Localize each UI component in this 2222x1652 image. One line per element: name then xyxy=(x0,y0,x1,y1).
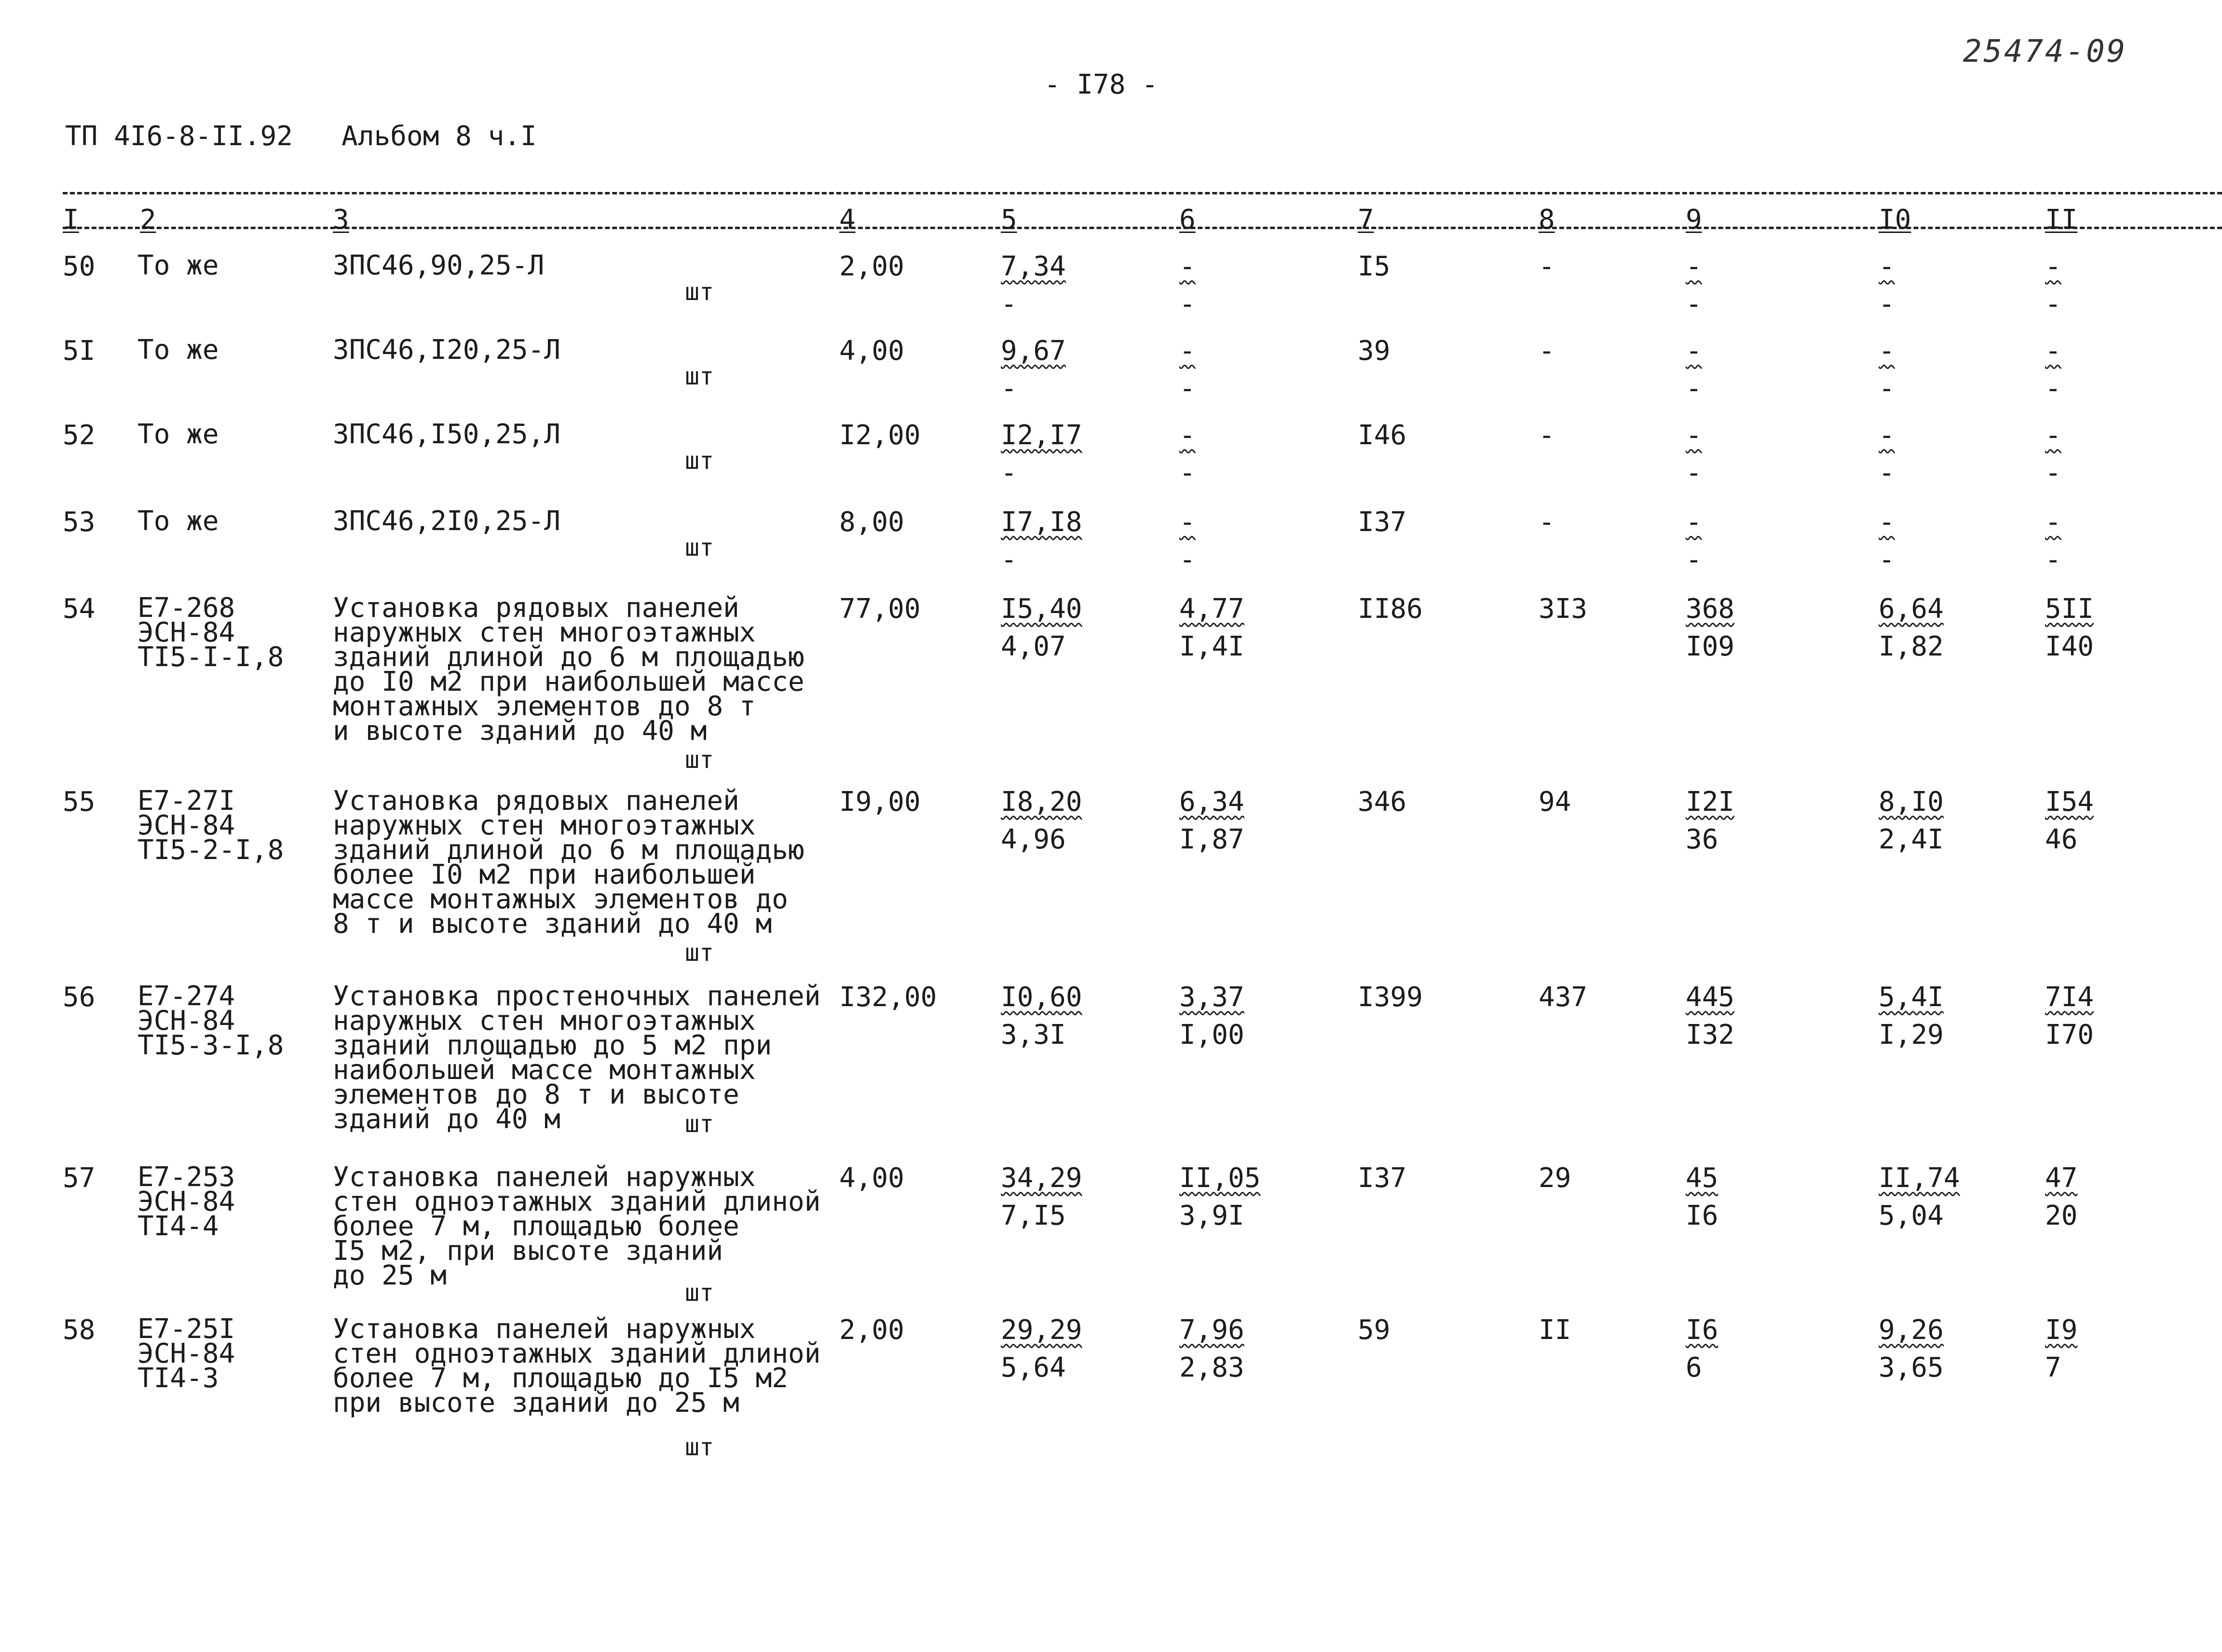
description-line: зданий длиной до 6 м площадью xyxy=(333,834,804,866)
column-number: 9 xyxy=(1686,204,1702,235)
description-line: наружных стен многоэтажных xyxy=(333,617,756,648)
row-number: 5I xyxy=(63,335,95,367)
value-bottom-c5: 7,I5 xyxy=(1001,1200,1066,1231)
value-c8: - xyxy=(1539,506,1555,538)
value-top-c5: 7,34 xyxy=(1001,251,1066,282)
description-line: при высоте зданий до 25 м xyxy=(333,1387,739,1419)
value-top-c6: - xyxy=(1179,335,1196,367)
norm-code xyxy=(137,505,219,537)
norm-code-line: ЭСН-84 xyxy=(137,1005,235,1037)
description-line: наружных стен многоэтажных xyxy=(333,810,756,841)
value-bottom-c10: I,29 xyxy=(1879,1019,1944,1051)
quantity: 2,00 xyxy=(839,251,904,282)
norm-code xyxy=(137,981,284,1061)
value-bottom-c5: - xyxy=(1001,373,1017,404)
value-top-c10: II,74 xyxy=(1879,1162,1960,1194)
unit-label: шт xyxy=(685,939,714,967)
unit-label: шт xyxy=(685,533,714,561)
norm-code-line: TI4-3 xyxy=(137,1363,219,1394)
value-top-c9: - xyxy=(1686,506,1702,538)
norm-code xyxy=(137,592,284,673)
description-line: Установка простеночных панелей xyxy=(333,981,821,1012)
value-top-c11: - xyxy=(2045,420,2061,451)
work-description xyxy=(333,1313,821,1419)
value-bottom-c10: 5,04 xyxy=(1879,1200,1944,1231)
value-top-c6: - xyxy=(1179,506,1196,538)
description-line: стен одноэтажных зданий длиной xyxy=(333,1338,821,1369)
value-top-c10: 9,26 xyxy=(1879,1314,1944,1346)
description-line: зданий площадью до 5 м2 при xyxy=(333,1030,772,1061)
value-top-c11: 7I4 xyxy=(2045,982,2094,1013)
value-bottom-c10: - xyxy=(1879,457,1895,489)
unit-label: шт xyxy=(685,362,714,390)
value-c7: II86 xyxy=(1358,593,1423,625)
value-top-c10: 6,64 xyxy=(1879,593,1944,625)
value-bottom-c11: 46 xyxy=(2045,824,2078,855)
norm-code-line: TI5-3-I,8 xyxy=(137,1030,284,1061)
norm-code-line: Е7-25I xyxy=(137,1313,235,1345)
quantity: 4,00 xyxy=(839,335,904,367)
value-bottom-c11: - xyxy=(2045,288,2061,320)
quantity: 4,00 xyxy=(839,1162,904,1194)
column-number: 3 xyxy=(333,204,349,235)
value-bottom-c6: 2,83 xyxy=(1179,1352,1244,1383)
norm-code xyxy=(137,1161,235,1242)
value-top-c5: I8,20 xyxy=(1001,786,1082,818)
quantity: I32,00 xyxy=(839,982,937,1013)
unit-label: шт xyxy=(685,1433,714,1461)
value-bottom-c5: - xyxy=(1001,288,1017,320)
value-bottom-c9: - xyxy=(1686,288,1702,320)
description-line: ЗПС46,I50,25,Л xyxy=(333,419,561,450)
value-c8: - xyxy=(1539,420,1555,451)
norm-code-line: ЭСН-84 xyxy=(137,617,235,648)
column-number: I0 xyxy=(1879,204,1911,235)
description-line: I5 м2, при высоте зданий xyxy=(333,1235,723,1267)
value-bottom-c11: I40 xyxy=(2045,631,2094,662)
value-bottom-c10: 3,65 xyxy=(1879,1352,1944,1383)
column-number: 7 xyxy=(1358,204,1374,235)
description-line: монтажных элементов до 8 т xyxy=(333,691,756,722)
unit-label: шт xyxy=(685,278,714,306)
value-bottom-c6: I,4I xyxy=(1179,631,1244,662)
value-c7: I46 xyxy=(1358,420,1407,451)
value-bottom-c9: 6 xyxy=(1686,1352,1702,1383)
norm-code-line: Е7-268 xyxy=(137,592,235,624)
row-number: 56 xyxy=(63,982,95,1013)
work-description xyxy=(333,250,545,281)
norm-code xyxy=(137,334,219,366)
description-line: Установка панелей наружных xyxy=(333,1161,756,1193)
value-top-c6: 3,37 xyxy=(1179,982,1244,1013)
value-bottom-c5: 3,3I xyxy=(1001,1019,1066,1051)
description-line: зданий длиной до 6 м площадью xyxy=(333,642,804,673)
row-number: 52 xyxy=(63,420,95,451)
work-description xyxy=(333,334,561,366)
value-top-c5: I2,I7 xyxy=(1001,420,1082,451)
column-number: 6 xyxy=(1179,204,1196,235)
norm-code-line: ЭСН-84 xyxy=(137,1186,235,1217)
value-top-c5: I7,I8 xyxy=(1001,506,1082,538)
quantity: 2,00 xyxy=(839,1314,904,1346)
value-top-c11: - xyxy=(2045,251,2061,282)
norm-code xyxy=(137,419,219,450)
value-c7: I37 xyxy=(1358,506,1407,538)
value-top-c11: - xyxy=(2045,335,2061,367)
row-number: 55 xyxy=(63,786,95,818)
norm-code xyxy=(137,250,219,281)
value-top-c10: - xyxy=(1879,251,1895,282)
value-bottom-c6: - xyxy=(1179,457,1196,489)
value-top-c9: - xyxy=(1686,251,1702,282)
value-bottom-c10: - xyxy=(1879,544,1895,575)
value-bottom-c6: I,87 xyxy=(1179,824,1244,855)
unit-label: шт xyxy=(685,1110,714,1138)
value-top-c5: 34,29 xyxy=(1001,1162,1082,1194)
value-bottom-c11: 20 xyxy=(2045,1200,2078,1231)
value-c8: II xyxy=(1539,1314,1571,1346)
description-line: зданий до 40 м xyxy=(333,1104,561,1135)
description-line: Установка рядовых панелей xyxy=(333,785,739,817)
description-line: элементов до 8 т и высоте xyxy=(333,1079,739,1110)
value-top-c5: 29,29 xyxy=(1001,1314,1082,1346)
value-bottom-c10: 2,4I xyxy=(1879,824,1944,855)
value-bottom-c6: - xyxy=(1179,373,1196,404)
description-line: до 25 м xyxy=(333,1260,447,1291)
value-bottom-c6: 3,9I xyxy=(1179,1200,1244,1231)
value-top-c9: I6 xyxy=(1686,1314,1718,1346)
quantity: 77,00 xyxy=(839,593,921,625)
value-top-c9: - xyxy=(1686,420,1702,451)
row-number: 54 xyxy=(63,593,95,625)
table-top-rule xyxy=(63,192,2222,194)
value-top-c6: 7,96 xyxy=(1179,1314,1244,1346)
description-line: ЗПС46,I20,25-Л xyxy=(333,334,561,366)
norm-code-line: ЭСН-84 xyxy=(137,1338,235,1369)
description-line: ЗПС46,90,25-Л xyxy=(333,250,545,281)
description-line: массе монтажных элементов до xyxy=(333,884,789,915)
value-bottom-c10: - xyxy=(1879,288,1895,320)
norm-code-line: Е7-274 xyxy=(137,981,235,1012)
value-top-c9: 368 xyxy=(1686,593,1735,625)
value-top-c11: I54 xyxy=(2045,786,2094,818)
description-line: стен одноэтажных зданий длиной xyxy=(333,1186,821,1217)
work-description xyxy=(333,981,821,1135)
value-top-c9: 45 xyxy=(1686,1162,1718,1194)
value-top-c6: - xyxy=(1179,420,1196,451)
value-bottom-c9: I09 xyxy=(1686,631,1735,662)
work-description xyxy=(333,785,804,940)
value-bottom-c9: - xyxy=(1686,544,1702,575)
value-bottom-c10: - xyxy=(1879,373,1895,404)
row-number: 58 xyxy=(63,1314,95,1346)
value-top-c5: I0,60 xyxy=(1001,982,1082,1013)
value-bottom-c5: 4,96 xyxy=(1001,824,1066,855)
value-bottom-c9: I6 xyxy=(1686,1200,1718,1231)
description-line: более 7 м, площадью более xyxy=(333,1211,739,1242)
column-number: 2 xyxy=(140,204,156,235)
norm-code-line: То же xyxy=(137,334,219,366)
value-top-c10: - xyxy=(1879,335,1895,367)
value-top-c9: - xyxy=(1686,335,1702,367)
norm-code-line: TI5-2-I,8 xyxy=(137,834,284,866)
value-bottom-c11: 7 xyxy=(2045,1352,2061,1383)
value-c7: I399 xyxy=(1358,982,1423,1013)
description-line: 8 т и высоте зданий до 40 м xyxy=(333,908,772,940)
description-line: Установка панелей наружных xyxy=(333,1313,756,1345)
value-bottom-c11: - xyxy=(2045,544,2061,575)
description-line: более I0 м2 при наибольшей xyxy=(333,859,756,890)
row-number: 50 xyxy=(63,251,95,282)
norm-code-line: То же xyxy=(137,250,219,281)
value-bottom-c11: - xyxy=(2045,373,2061,404)
value-top-c5: I5,40 xyxy=(1001,593,1082,625)
value-c8: 437 xyxy=(1539,982,1588,1013)
value-bottom-c11: - xyxy=(2045,457,2061,489)
unit-label: шт xyxy=(685,746,714,774)
norm-code-line: Е7-253 xyxy=(137,1161,235,1193)
quantity: I9,00 xyxy=(839,786,921,818)
norm-code-line: ЭСН-84 xyxy=(137,810,235,841)
description-line: Установка рядовых панелей xyxy=(333,592,739,624)
description-line: ЗПС46,2I0,25-Л xyxy=(333,505,561,537)
norm-code-line: TI4-4 xyxy=(137,1211,219,1242)
norm-code xyxy=(137,1313,235,1394)
value-bottom-c10: I,82 xyxy=(1879,631,1944,662)
norm-code-line: Е7-27I xyxy=(137,785,235,817)
value-bottom-c5: 5,64 xyxy=(1001,1352,1066,1383)
value-top-c10: - xyxy=(1879,506,1895,538)
value-c8: 29 xyxy=(1539,1162,1571,1194)
row-number: 57 xyxy=(63,1162,95,1194)
value-top-c6: 6,34 xyxy=(1179,786,1244,818)
value-c8: 3I3 xyxy=(1539,593,1588,625)
norm-code-line: TI5-I-I,8 xyxy=(137,642,284,673)
value-c8: - xyxy=(1539,251,1555,282)
column-number: 4 xyxy=(839,204,856,235)
value-top-c9: 445 xyxy=(1686,982,1735,1013)
value-top-c11: 47 xyxy=(2045,1162,2078,1194)
value-bottom-c5: 4,07 xyxy=(1001,631,1066,662)
value-top-c10: - xyxy=(1879,420,1895,451)
value-top-c11: I9 xyxy=(2045,1314,2078,1346)
value-bottom-c11: I70 xyxy=(2045,1019,2094,1051)
quantity: I2,00 xyxy=(839,420,921,451)
value-bottom-c5: - xyxy=(1001,457,1017,489)
column-number: I xyxy=(63,204,79,235)
document-number: 25474-09 xyxy=(1963,34,2127,69)
value-bottom-c9: - xyxy=(1686,373,1702,404)
description-line: наибольшей массе монтажных xyxy=(333,1054,756,1086)
work-description xyxy=(333,419,561,450)
value-top-c6: - xyxy=(1179,251,1196,282)
document-title: ТП 4I6-8-II.92 Альбом 8 ч.I xyxy=(65,121,537,152)
norm-code-line: То же xyxy=(137,505,219,537)
value-bottom-c6: I,00 xyxy=(1179,1019,1244,1051)
value-c8: - xyxy=(1539,335,1555,367)
description-line: и высоте зданий до 40 м xyxy=(333,715,707,747)
value-bottom-c5: - xyxy=(1001,544,1017,575)
value-top-c10: 5,4I xyxy=(1879,982,1944,1013)
value-bottom-c6: - xyxy=(1179,288,1196,320)
value-top-c6: II,05 xyxy=(1179,1162,1261,1194)
value-c8: 94 xyxy=(1539,786,1571,818)
value-top-c11: - xyxy=(2045,506,2061,538)
value-top-c5: 9,67 xyxy=(1001,335,1066,367)
unit-label: шт xyxy=(685,1279,714,1307)
value-top-c11: 5II xyxy=(2045,593,2094,625)
value-bottom-c6: - xyxy=(1179,544,1196,575)
value-bottom-c9: 36 xyxy=(1686,824,1718,855)
value-bottom-c9: I32 xyxy=(1686,1019,1735,1051)
value-c7: I37 xyxy=(1358,1162,1407,1194)
column-number: II xyxy=(2045,204,2078,235)
norm-code xyxy=(137,785,284,866)
quantity: 8,00 xyxy=(839,506,904,538)
work-description xyxy=(333,592,804,747)
work-description xyxy=(333,1161,821,1291)
value-top-c10: 8,I0 xyxy=(1879,786,1944,818)
value-top-c9: I2I xyxy=(1686,786,1735,818)
value-c7: 39 xyxy=(1358,335,1390,367)
value-c7: 346 xyxy=(1358,786,1407,818)
row-number: 53 xyxy=(63,506,95,538)
value-c7: I5 xyxy=(1358,251,1390,282)
unit-label: шт xyxy=(685,447,714,475)
description-line: до I0 м2 при наибольшей массе xyxy=(333,666,804,697)
value-top-c6: 4,77 xyxy=(1179,593,1244,625)
page-number: - I78 - xyxy=(1044,69,1159,100)
description-line: более 7 м, площадью до I5 м2 xyxy=(333,1363,789,1394)
description-line: наружных стен многоэтажных xyxy=(333,1005,756,1037)
column-number: 8 xyxy=(1539,204,1555,235)
norm-code-line: То же xyxy=(137,419,219,450)
work-description xyxy=(333,505,561,537)
column-number: 5 xyxy=(1001,204,1017,235)
value-bottom-c9: - xyxy=(1686,457,1702,489)
value-c7: 59 xyxy=(1358,1314,1390,1346)
